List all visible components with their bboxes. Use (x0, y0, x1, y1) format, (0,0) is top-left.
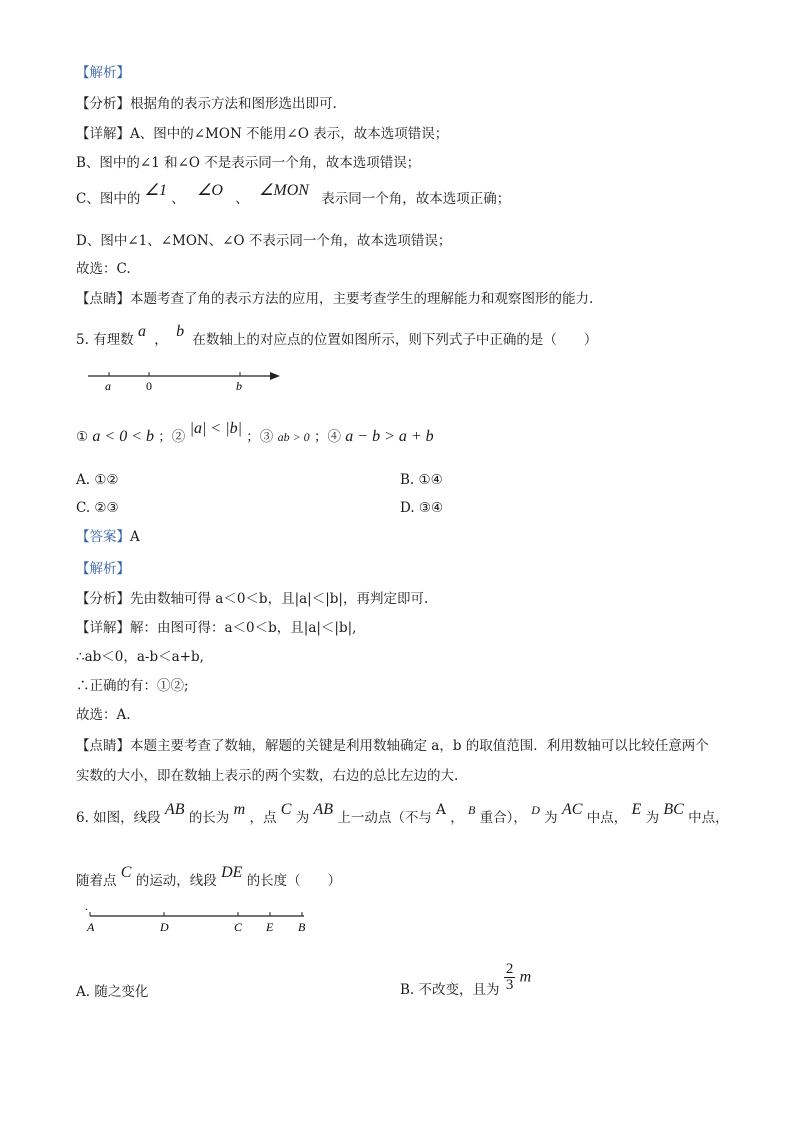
label-b: B (298, 920, 306, 934)
text: ， (154, 332, 168, 348)
stray-dot: . (85, 900, 88, 913)
text: 为 (544, 810, 558, 826)
math-ab: AB (164, 801, 185, 818)
math-c: C (120, 864, 132, 881)
label-d: D (160, 920, 169, 934)
math-a: a (137, 323, 146, 340)
line-xiangjie-2: 【详解】解：由图可得：a＜0＜b，且|a|＜|b|, (76, 620, 357, 636)
line-jiexi-1: 【解析】 (76, 65, 130, 81)
question-5-stem (76, 323, 598, 349)
line-guxuan-2: 故选：A. (76, 707, 131, 723)
math-angle-mon: ∠MON (259, 182, 309, 199)
axis-arrow (270, 372, 280, 380)
math-angle-o: ∠O (197, 182, 223, 199)
text: ① (76, 429, 89, 445)
line-guxuan-1: 故选：C. (76, 261, 131, 277)
math-c: C (280, 801, 292, 818)
math-angle-1: ∠1 (144, 182, 167, 199)
line-dianjing-2a: 【点睛】本题主要考查了数轴，解题的关键是利用数轴确定 a，b 的取值范围．利用数轴可以比较任意两个 (76, 738, 709, 754)
math-b-point: B (468, 803, 476, 817)
answer-5 (76, 528, 140, 546)
line-option-b-explain: B、图中的∠1 和∠O 不是表示同一个角，故本选项错误； (76, 155, 421, 171)
text: 6. 如图，线段 (76, 810, 161, 826)
option-6b (400, 961, 532, 998)
text: 的长为 (188, 810, 230, 826)
text: 的长度（ ） (246, 873, 342, 889)
text: ，点 (249, 810, 277, 826)
text: 的运动，线段 (135, 873, 217, 889)
text: ， (450, 810, 464, 826)
label-a: a (105, 379, 111, 393)
text: 重合）， (479, 810, 527, 826)
text: 5. 有理数 (76, 332, 134, 348)
option-5a: A. ①② (76, 472, 119, 488)
line-jiexi-2: 【解析】 (76, 561, 130, 577)
answer-tag: 【答案】 (76, 529, 130, 545)
line-xiangjie-1: 【详解】A、图中的∠MON 不能用∠O 表示，故本选项错误； (76, 126, 449, 142)
text: 表示同一个角，故本选项正确； (321, 191, 511, 207)
math-b: b (176, 323, 185, 340)
math-ac: AC (561, 801, 583, 818)
fraction-two-thirds (504, 962, 516, 993)
text: C、图中的 (76, 191, 141, 207)
text: 在数轴上的对应点的位置如图所示，则下列式子中正确的是（ ） (192, 332, 598, 348)
text: 中点， (586, 810, 628, 826)
label-e: E (266, 920, 274, 934)
label-0: 0 (146, 379, 152, 393)
line-option-d-explain: D、图中∠1、∠MON、∠O 不表示同一个角，故本选项错误； (76, 233, 452, 249)
line-dianjing-2b: 实数的大小，即在数轴上表示的两个实数，右边的总比左边的大. (76, 768, 459, 784)
label-b: b (236, 379, 242, 393)
text: 为 (295, 810, 310, 826)
option-5d: D. ③④ (400, 500, 444, 516)
question-5-statements (76, 420, 434, 446)
line-fenxi-2: 【分析】先由数轴可得 a＜0＜b，且|a|＜|b|，再判定即可. (76, 591, 429, 607)
math-statement-1: a < 0 < b (92, 428, 154, 445)
option-5c: C. ②③ (76, 500, 119, 516)
math-statement-3: ab > 0 (277, 430, 310, 444)
math-statement-4: a − b > a + b (345, 428, 434, 445)
text: 上一动点（不与 (337, 810, 432, 826)
question-6-stem-1 (76, 801, 729, 827)
segment-figure (84, 900, 324, 940)
math-a-point: A (436, 802, 446, 818)
answer-value: A (130, 529, 140, 545)
math-de: DE (221, 864, 243, 881)
text: 、 (235, 191, 249, 207)
label-c: C (234, 920, 243, 934)
line-therefore-1: ∴ab＜0，a-b＜a+b, (76, 649, 204, 665)
label-a: A (87, 920, 95, 934)
line-option-c-explain (76, 182, 511, 208)
math-d: D (531, 803, 540, 817)
text: ；② (158, 429, 186, 445)
text: ；③ (246, 429, 274, 445)
text: 随着点 (76, 873, 117, 889)
text: 中点， (688, 810, 729, 826)
option-6a: A. 随之变化 (76, 984, 149, 1000)
math-statement-2: |a| < |b| (189, 420, 242, 437)
text: 、 (171, 191, 185, 207)
question-6-stem-2 (76, 864, 342, 890)
option-5b: B. ①④ (400, 472, 443, 488)
number-line-figure (84, 364, 284, 396)
fraction-numerator: 2 (505, 961, 514, 977)
fraction-denominator: 3 (505, 977, 514, 993)
option-6b-text: B. 不改变，且为 (400, 981, 500, 998)
math-e: E (631, 801, 642, 818)
line-dianjing-1: 【点睛】本题考查了角的表示方法的应用，主要考查学生的理解能力和观察图形的能力. (76, 291, 594, 307)
math-bc: BC (663, 801, 684, 818)
math-ab-2: AB (313, 801, 334, 818)
text: 为 (645, 810, 660, 826)
math-m: m (233, 801, 246, 818)
line-therefore-2: ∴正确的有：①②; (76, 678, 189, 694)
text: ；④ (313, 429, 341, 445)
line-fenxi-1: 【分析】根据角的表示方法和图形选出即可. (76, 96, 337, 112)
math-m: m (519, 968, 532, 986)
